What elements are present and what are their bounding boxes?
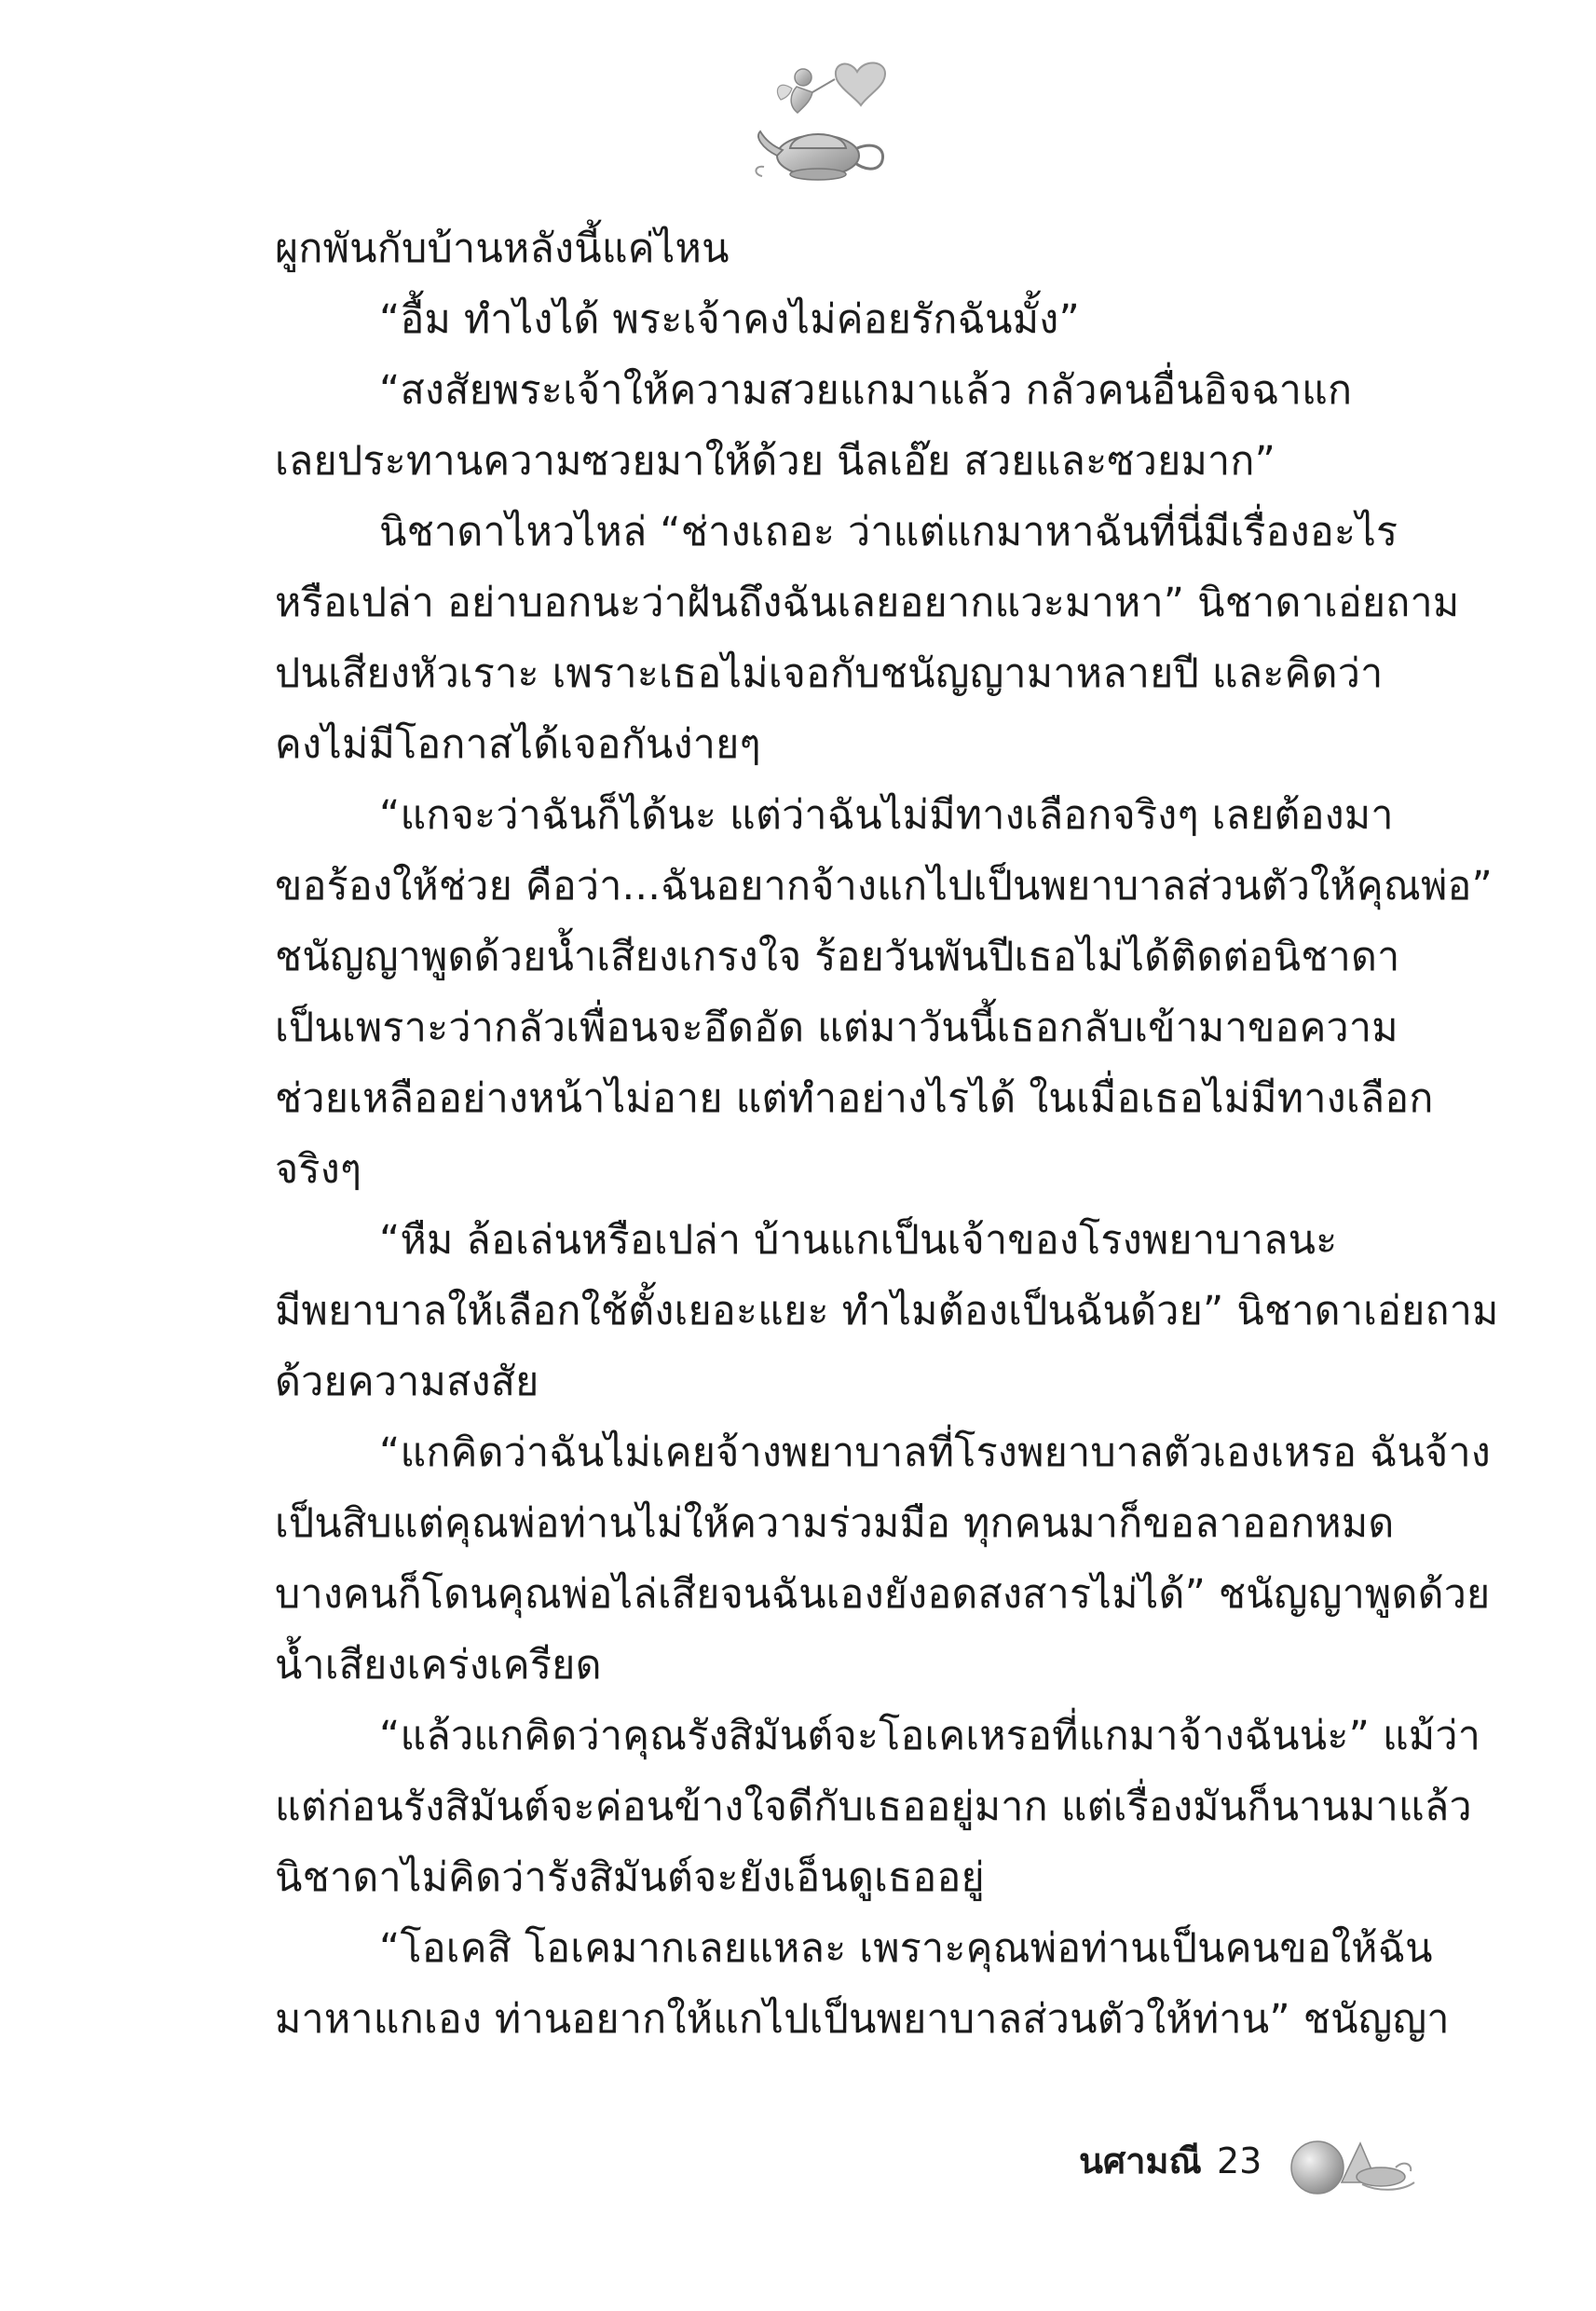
text-line: ขอร้องให้ช่วย คือว่า...ฉันอยากจ้างแกไปเป็นพยาบาลส่วนตัวให้คุณพ่อ” [275, 863, 1494, 909]
text-line: ช่วยเหลืออย่างหน้าไม่อาย แต่ทำอย่างไรได้ ในเมื่อเธอไม่มีทางเลือก [275, 1075, 1434, 1122]
text-line: คงไม่มีโอกาสได้เจอกันง่ายๆ [275, 721, 761, 768]
text-line: น้ำเสียงเคร่งเครียด [275, 1642, 602, 1689]
fruit-still-life-ornament-icon [1284, 2126, 1424, 2201]
text-line: “แกจะว่าฉันก็ได้นะ แต่ว่าฉันไม่มีทางเลือกจริงๆ เลยต้องมา [379, 792, 1394, 839]
text-line: เป็นเพราะว่ากลัวเพื่อนจะอึดอัด แต่มาวันนี้เธอกลับเข้ามาขอความ [275, 1005, 1398, 1051]
text-line: “อื้ม ทำไงได้ พระเจ้าคงไม่ค่อยรักฉันมั้ง” [379, 296, 1080, 343]
text-line: ชนัญญาพูดด้วยน้ำเสียงเกรงใจ ร้อยวันพันปีเธอไม่ได้ติดต่อนิชาดา [275, 934, 1400, 980]
text-line: ปนเสียงหัวเราะ เพราะเธอไม่เจอกับชนัญญามาหลายปี และคิดว่า [275, 650, 1384, 697]
text-line: เลยประทานความซวยมาให้ด้วย นีลเอ๊ย สวยและซวยมาก” [275, 438, 1276, 485]
text-line: ด้วยความสงสัย [275, 1359, 539, 1405]
book-title: นศามณี [1079, 2140, 1202, 2181]
text-line: มีพยาบาลให้เลือกใช้ตั้งเยอะแยะ ทำไมต้องเป็นฉันด้วย” นิชาดาเอ่ยถาม [275, 1288, 1499, 1334]
text-line: นิชาดาไหวไหล่ “ช่างเถอะ ว่าแต่แกมาหาฉันที่นี่มีเรื่องอะไร [379, 509, 1398, 555]
text-line: หรือเปล่า อย่าบอกนะว่าฝันถึงฉันเลยอยากแวะมาหา” นิชาดาเอ่ยถาม [275, 580, 1460, 626]
page-number: 23 [1217, 2140, 1262, 2181]
text-line: “หืม ล้อเล่นหรือเปล่า บ้านแกเป็นเจ้าของโรงพยาบาลนะ [379, 1217, 1338, 1264]
text-line: “โอเคสิ โอเคมากเลยแหละ เพราะคุณพ่อท่านเป็นคนขอให้ฉัน [379, 1925, 1433, 1972]
teapot-cupid-ornament-icon [745, 51, 904, 191]
text-line: ผูกพันกับบ้านหลังนี้แค่ไหน [275, 226, 730, 272]
text-line: แต่ก่อนรังสิมันต์จะค่อนข้างใจดีกับเธออยู่มาก แต่เรื่องมันก็นานมาแล้ว [275, 1784, 1472, 1830]
text-line: นิชาดาไม่คิดว่ารังสิมันต์จะยังเอ็นดูเธออยู่ [275, 1854, 985, 1901]
text-line: เป็นสิบแต่คุณพ่อท่านไม่ให้ความร่วมมือ ทุกคนมาก็ขอลาออกหมด [275, 1500, 1395, 1547]
text-line: “แล้วแกคิดว่าคุณรังสิมันต์จะโอเคเหรอที่แกมาจ้างฉันน่ะ” แม้ว่า [379, 1713, 1481, 1759]
text-line: บางคนก็โดนคุณพ่อไล่เสียจนฉันเองยังอดสงสารไม่ได้” ชนัญญาพูดด้วย [275, 1571, 1491, 1618]
page-footer [1044, 2126, 1435, 2201]
text-line: จริงๆ [275, 1146, 362, 1193]
text-line: “แกคิดว่าฉันไม่เคยจ้างพยาบาลที่โรงพยาบาลตัวเองเหรอ ฉันจ้าง [379, 1429, 1491, 1476]
text-line: “สงสัยพระเจ้าให้ความสวยแกมาแล้ว กลัวคนอื่นอิจฉาแก [379, 367, 1353, 414]
text-line: มาหาแกเอง ท่านอยากให้แกไปเป็นพยาบาลส่วนตัวให้ท่าน” ชนัญญา [275, 1996, 1450, 2043]
